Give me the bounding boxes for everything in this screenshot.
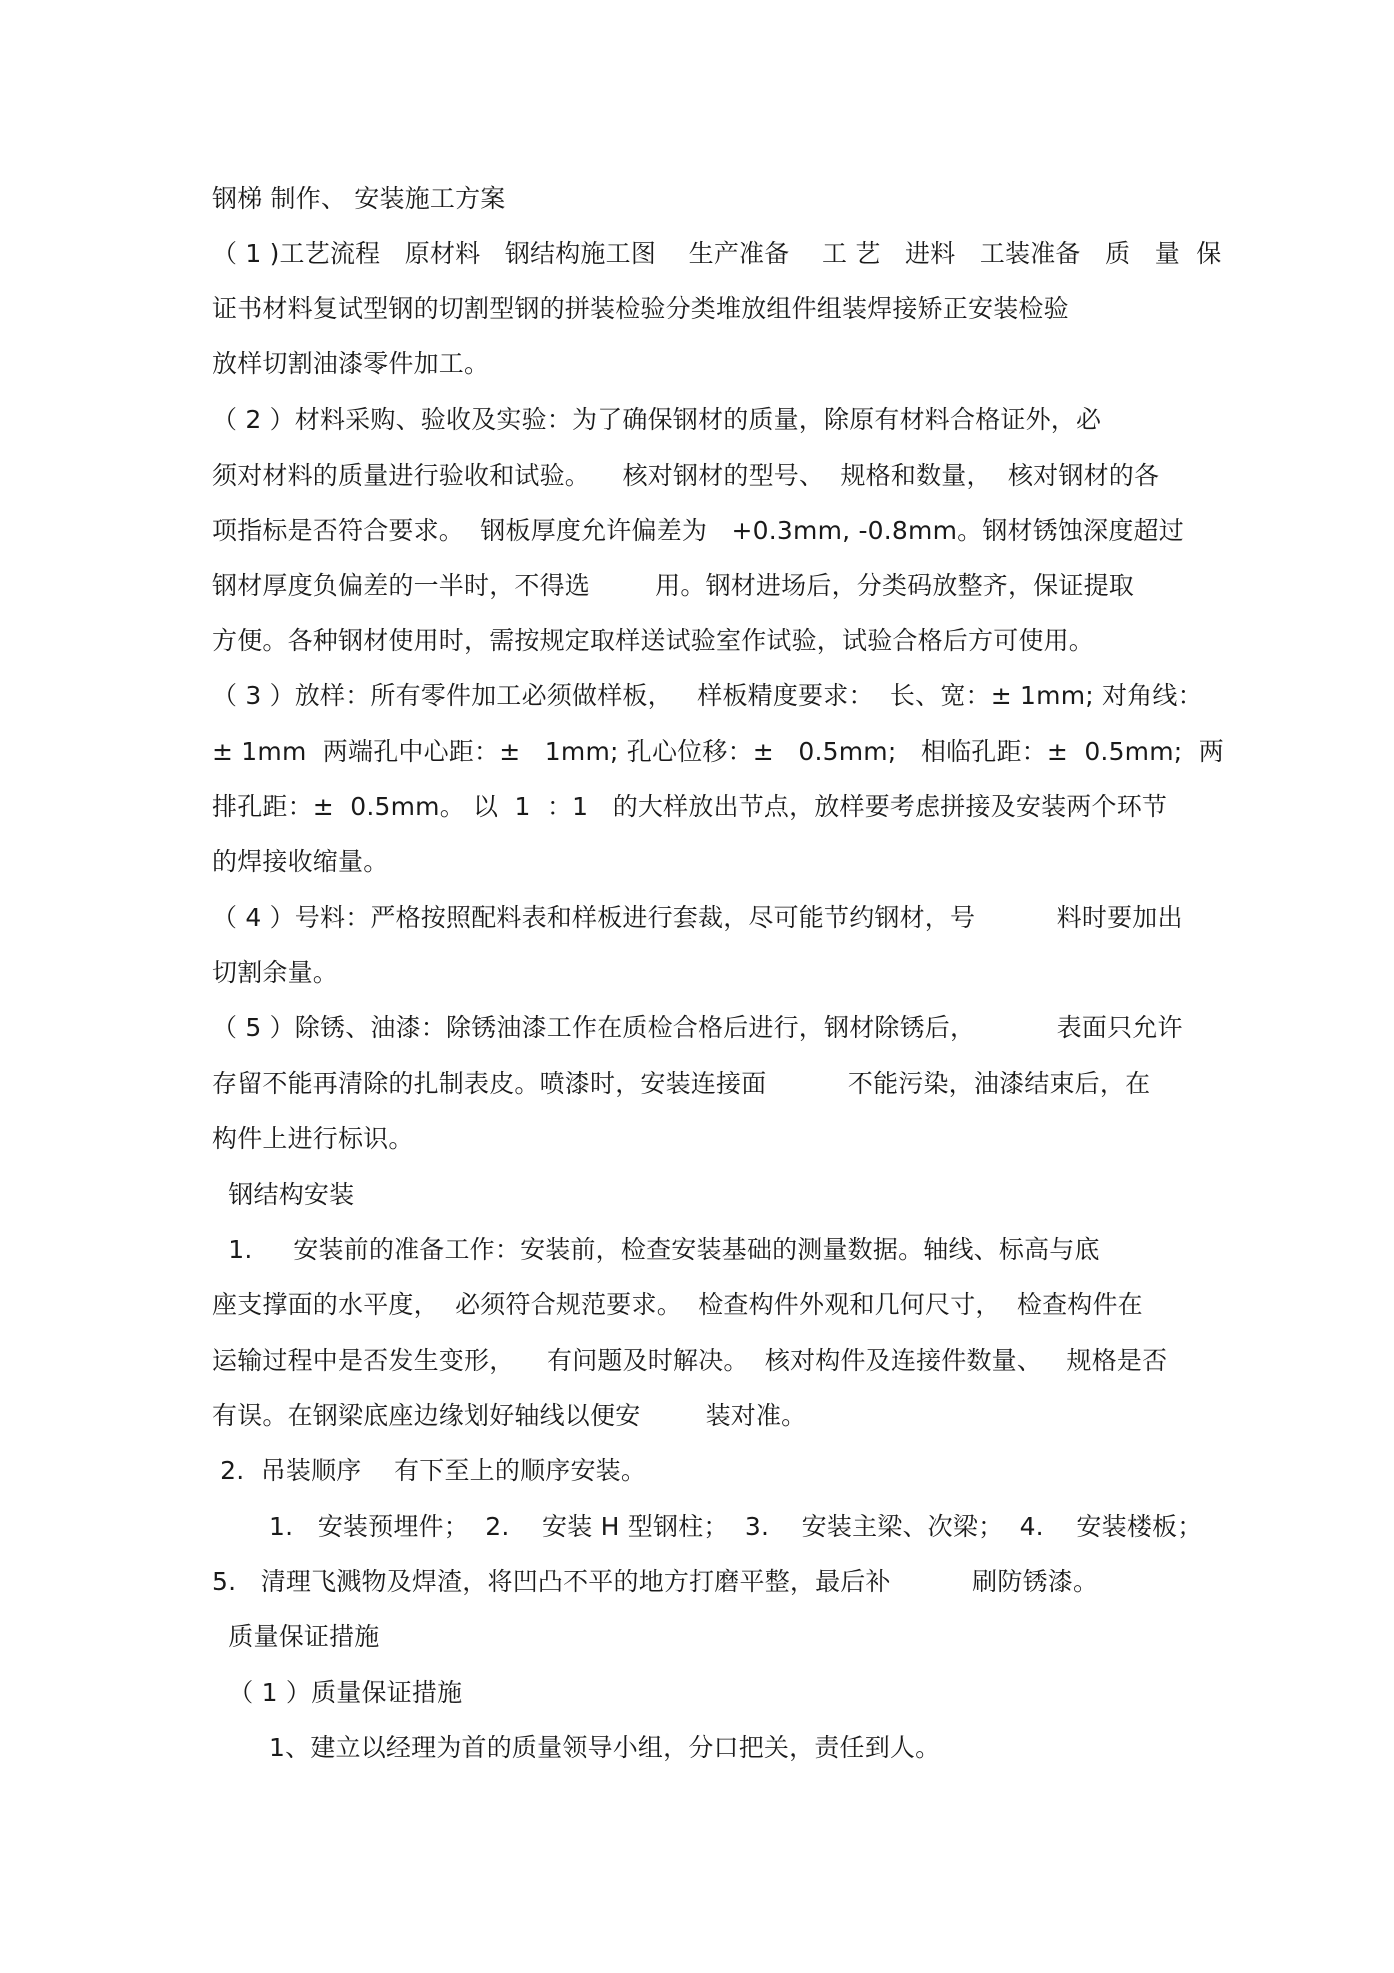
text-line: （ 5 ）除锈、油漆：除锈油漆工作在质检合格后进行，钢材除锈后， 表面只允许	[212, 1013, 1183, 1042]
text-line: 切割余量。	[212, 958, 339, 987]
subsection-heading: （ 1 ）质量保证措施	[212, 1678, 463, 1707]
text-line: 证书材料复试型钢的切割型钢的拼装检验分类堆放组件组装焊接矫正安装检验	[212, 294, 1069, 323]
text-line: （ 3 ）放样：所有零件加工必须做样板， 样板精度要求： 长、宽：± 1mm; 对角线：	[212, 681, 1203, 710]
text-line: 排孔距：± 0.5mm。 以 1 ：1 的大样放出节点，放样要考虑拼接及安装两个环节	[212, 792, 1168, 821]
text-line: 项指标是否符合要求。 钢板厚度允许偏差为 +0.3mm, -0.8mm。钢材锈蚀深度超过	[212, 516, 1184, 545]
text-line: 5. 清理飞溅物及焊渣，将凹凸不平的地方打磨平整，最后补 刷防锈漆。	[212, 1567, 1099, 1596]
text-line: 1. 安装前的准备工作：安装前，检查安装基础的测量数据。轴线、标高与底	[212, 1235, 1100, 1264]
section-heading: 质量保证措施	[212, 1622, 380, 1651]
text-line: （ 2 ）材料采购、验收及实验：为了确保钢材的质量，除原有材料合格证外，必	[212, 405, 1102, 434]
text-line: 座支撑面的水平度， 必须符合规范要求。 检查构件外观和几何尺寸， 检查构件在	[212, 1290, 1143, 1319]
text-line: 运输过程中是否发生变形， 有问题及时解决。 核对构件及连接件数量、 规格是否	[212, 1346, 1168, 1375]
text-line: 须对材料的质量进行验收和试验。 核对钢材的型号、 规格和数量， 核对钢材的各	[212, 461, 1160, 490]
text-line: 2. 吊装顺序 有下至上的顺序安装。	[212, 1456, 647, 1485]
text-line: （ 1 )工艺流程 原材料 钢结构施工图 生产准备 工 艺 进料 工装准备 质 量 保	[212, 239, 1222, 268]
text-line: 1. 安装预埋件； 2. 安装 H 型钢柱； 3. 安装主梁、次梁； 4. 安装楼板；	[212, 1512, 1203, 1541]
text-line: 存留不能再清除的扎制表皮。喷漆时，安装连接面 不能污染，油漆结束后，在	[212, 1069, 1151, 1098]
text-line: 有误。在钢梁底座边缘划好轴线以便安 装对准。	[212, 1401, 807, 1430]
text-line: 构件上进行标识。	[212, 1124, 414, 1153]
text-line: 1、建立以经理为首的质量领导小组，分口把关，责任到人。	[212, 1733, 941, 1762]
text-line: ± 1mm 两端孔中心距：± 1mm; 孔心位移：± 0.5mm; 相临孔距：± 0.5mm; 两	[212, 737, 1224, 766]
text-line: （ 4 ）号料：严格按照配料表和样板进行套裁，尽可能节约钢材，号 料时要加出	[212, 903, 1183, 932]
text-line: 钢材厚度负偏差的一半时，不得选 用。钢材进场后，分类码放整齐，保证提取	[212, 571, 1134, 600]
text-line: 方便。各种钢材使用时，需按规定取样送试验室作试验，试验合格后方可使用。	[212, 626, 1095, 655]
text-line: 的焊接收缩量。	[212, 847, 389, 876]
text-line: 放样切割油漆零件加工。	[212, 349, 490, 378]
section-heading: 钢结构安装	[212, 1180, 355, 1209]
document-title: 钢梯 制作、 安装施工方案	[212, 184, 506, 213]
